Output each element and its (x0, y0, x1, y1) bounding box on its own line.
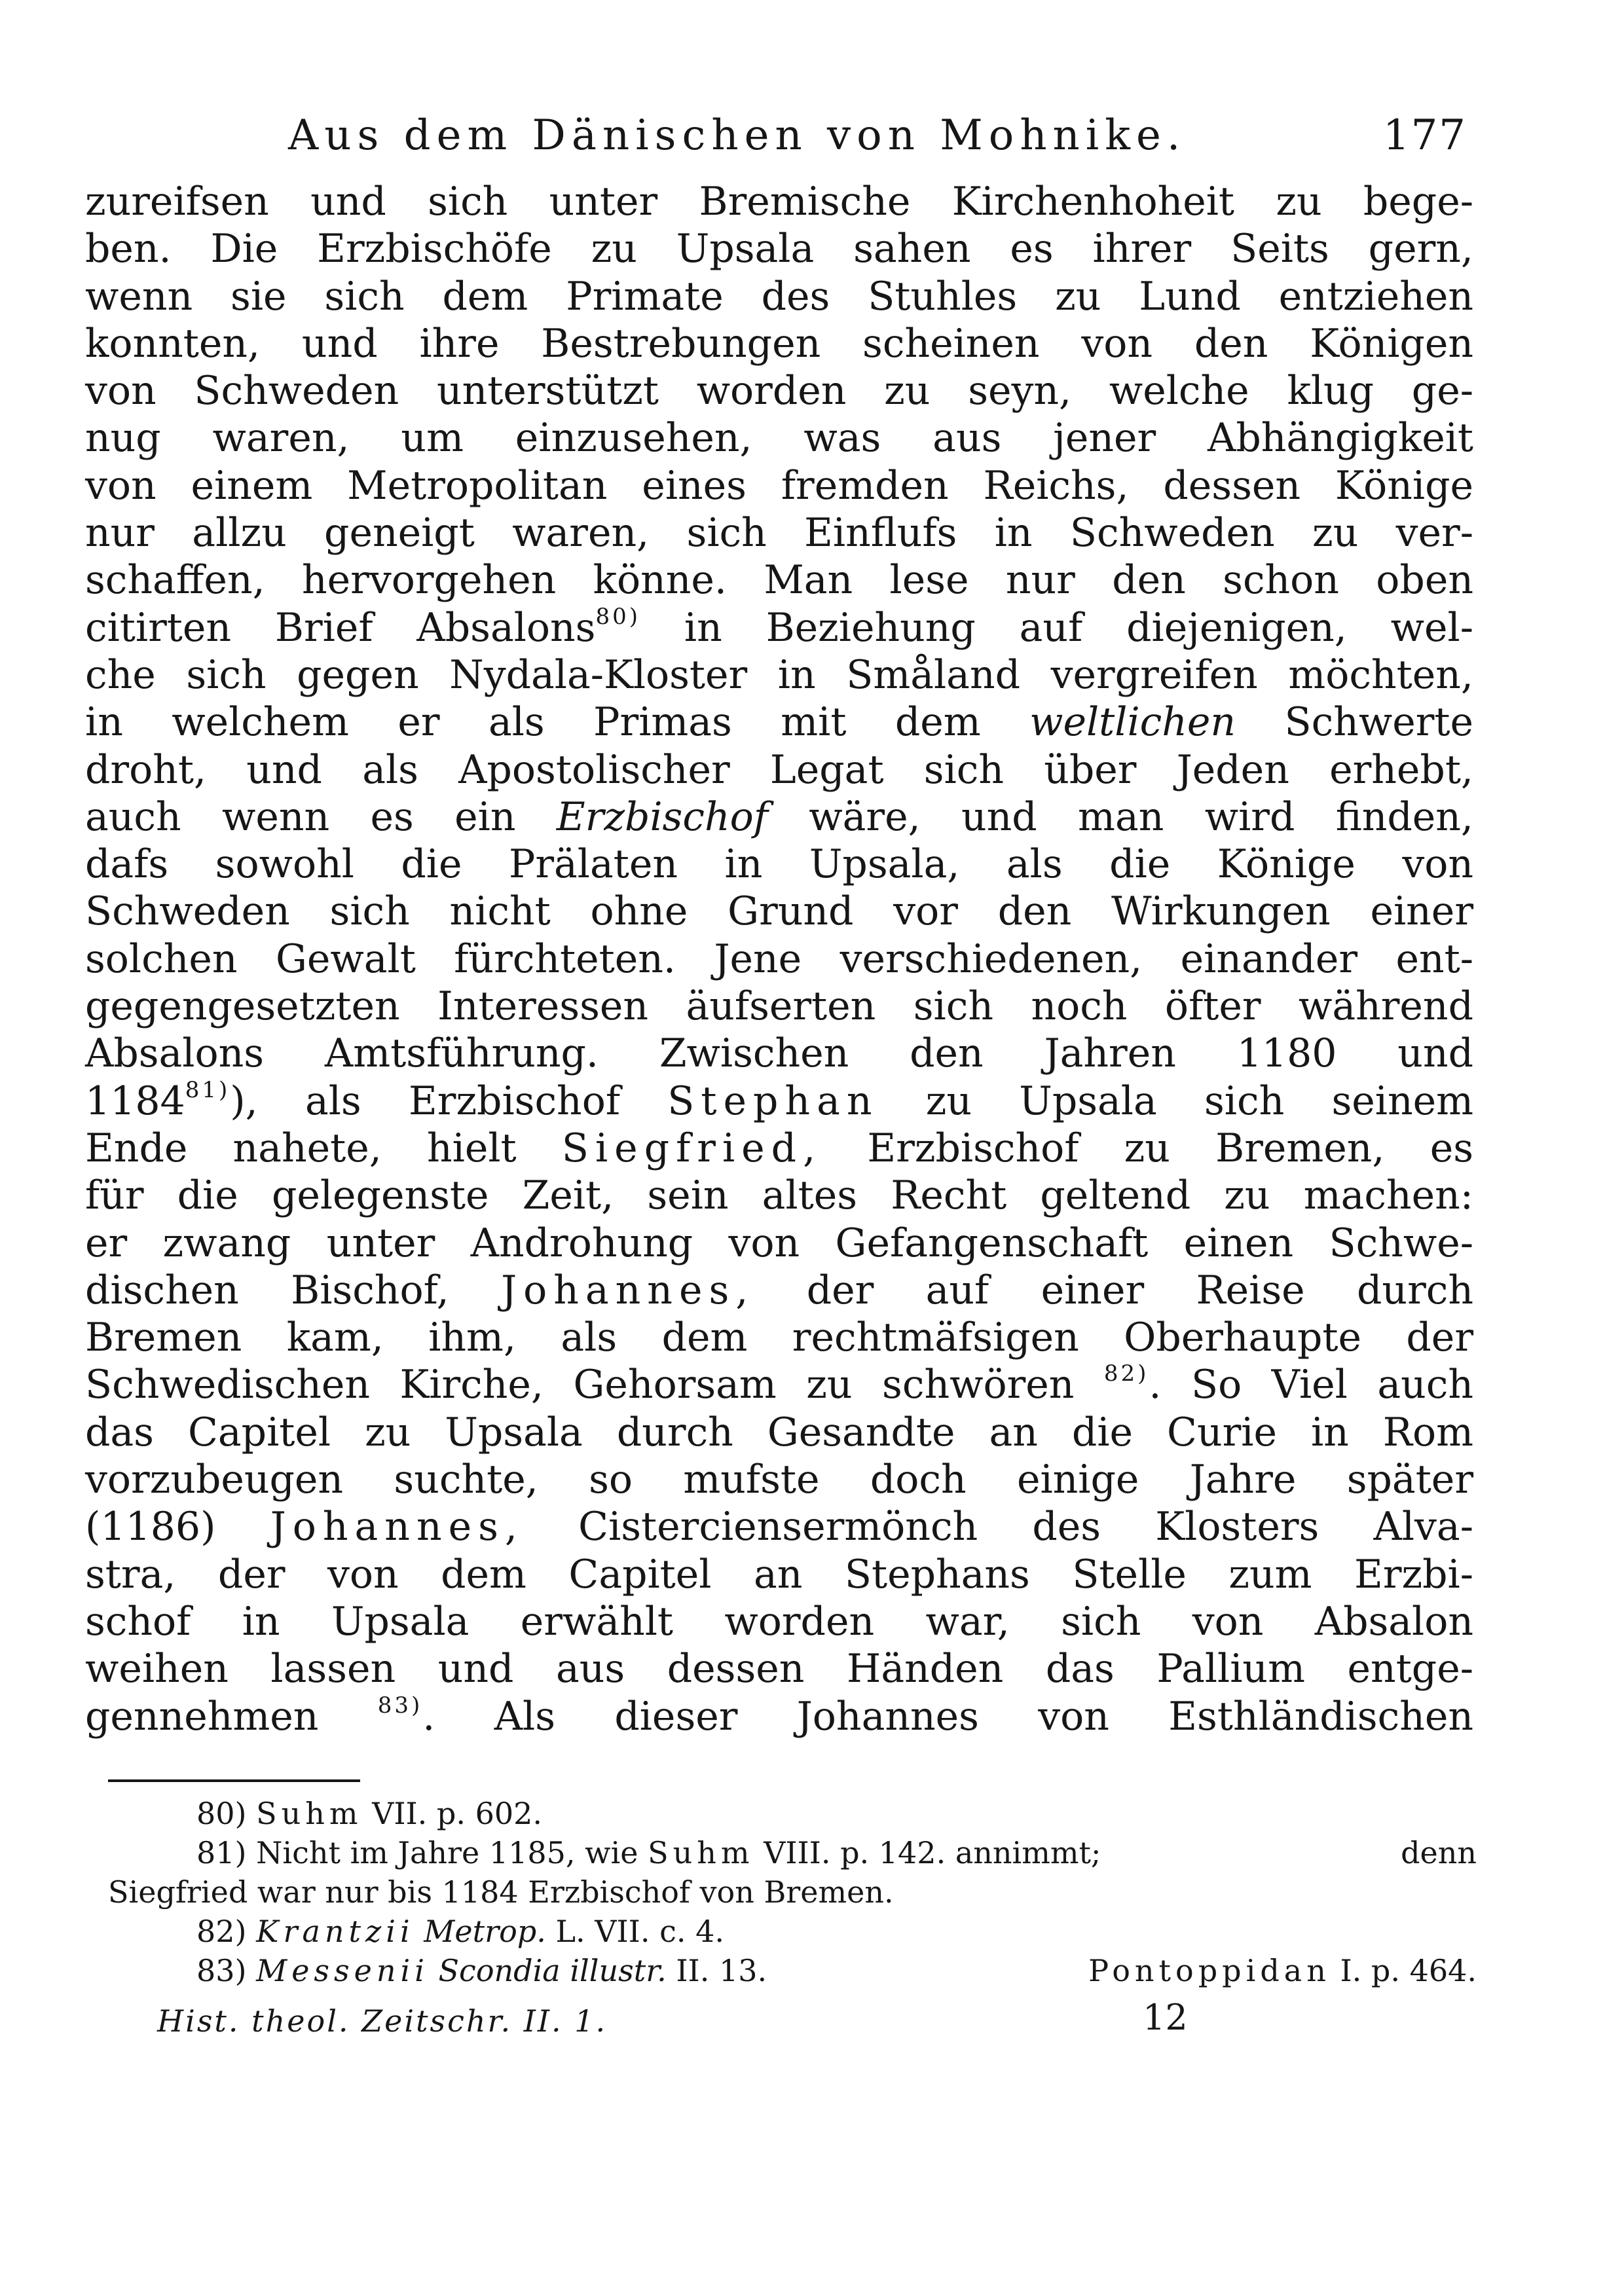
text-line: für die gelegenste Zeit, sein altes Recht geltend zu machen: (85, 1173, 1473, 1219)
text-line: von Schweden unterstützt worden zu seyn, welche klug ge- (85, 368, 1473, 414)
text-line (85, 1361, 1473, 1408)
text-line (85, 1078, 1473, 1125)
text-segment: Schwerte (1284, 699, 1473, 746)
text-segment: 1184 (85, 1078, 185, 1124)
signature-line (157, 1997, 1270, 2049)
footnote-ref-82: 82) (1103, 1360, 1149, 1387)
footnote-text: denn (1401, 1835, 1477, 1870)
footnote-number: 81) (196, 1835, 247, 1870)
footnote-number: 80) (196, 1796, 247, 1831)
footnote-81-continued: Siegfried war nur bis 1184 Erzbischof von Bremen. (108, 1874, 894, 1910)
text-line: Absalons Amtsführung. Zwischen den Jahren 1180 und (85, 1030, 1473, 1077)
footnote-83 (108, 1951, 1477, 1990)
footnote-82 (108, 1912, 1477, 1951)
text-segment: in welchem er als Primas mit dem (85, 699, 981, 746)
footnote-text-right (1088, 1951, 1477, 1990)
text-line: er zwang unter Androhung von Gefangenschaft einen Schwe- (85, 1220, 1473, 1266)
footnote-ref-81: 81) (185, 1076, 231, 1103)
text-line (85, 604, 1473, 651)
footnote-text: Nicht im Jahre 1185, wie (256, 1835, 638, 1870)
spaced-name: Johannes, (270, 1504, 524, 1550)
text-line: che sich gegen Nydala-Kloster in Småland vergreifen möchten, (85, 651, 1473, 698)
text-segment: . So Viel auch (1149, 1362, 1473, 1408)
text-line: das Capitel zu Upsala durch Gesandte an die Curie in Rom (85, 1409, 1473, 1455)
text-line: droht, und als Apostolischer Legat sich über Jeden erhebt, (85, 746, 1473, 793)
text-segment: Erzbischof zu Bremen, es (867, 1125, 1474, 1171)
text-segment: in Beziehung auf diejenigen, wel- (684, 604, 1474, 651)
footnote-80 (108, 1794, 1477, 1833)
spaced-name: Siegfried, (561, 1125, 822, 1171)
text-segment: Cisterciensermönch des Klosters Alva- (578, 1504, 1473, 1550)
footnote-author: Messenii (256, 1953, 429, 1988)
text-line: wenn sie sich dem Primate des Stuhles zu Lund entziehen (85, 273, 1473, 319)
text-line (85, 699, 1473, 746)
text-segment: Ende nahete, hielt (85, 1125, 517, 1171)
footnote-text: VII. p. 602. (372, 1796, 543, 1831)
footnote-ref-80: 80) (595, 603, 641, 630)
text-line (85, 1125, 1473, 1172)
text-line: vorzubeugen suchte, so mufste doch einige Jahre später (85, 1457, 1473, 1503)
text-line: ben. Die Erzbischöfe zu Upsala sahen es ihrer Seits gern, (85, 226, 1473, 272)
journal-signature: Hist. theol. Zeitschr. II. 1. (157, 2003, 608, 2039)
spaced-name: Stephan (667, 1078, 879, 1124)
text-line: nur allzu geneigt waren, sich Einflufs in Schweden zu ver- (85, 510, 1473, 556)
text-segment: . Als dieser Johannes von Esthländischen (422, 1693, 1473, 1740)
sheet-number: 12 (1143, 1997, 1188, 2038)
text-line (85, 793, 1473, 841)
text-line: gegengesetzten Interessen äufserten sich noch öfter während (85, 983, 1473, 1030)
text-line: nug waren, um einzusehen, was aus jener Abhängigkeit (85, 415, 1473, 462)
text-segment: dischen Bischof, (85, 1267, 449, 1313)
spaced-name: Johannes, (501, 1267, 755, 1313)
footnote-author: Suhm (648, 1835, 754, 1870)
footnote-text: VIII. p. 142. annimmt; (764, 1835, 1101, 1870)
text-segment: citirten Brief Absalons (85, 604, 596, 651)
footnote-number: 83) (196, 1953, 247, 1988)
italic-word: Erzbischof (556, 793, 768, 840)
text-segment: gennehmen (85, 1693, 319, 1740)
footnote-work: Metrop. (424, 1914, 546, 1949)
text-segment: zu Upsala sich seinem (925, 1078, 1474, 1124)
text-line: schof in Upsala erwählt worden war, sich von Absalon (85, 1598, 1473, 1645)
footnote-text: I. p. 464. (1340, 1953, 1477, 1988)
text-segment: (1186) (85, 1504, 216, 1550)
text-line: zureifsen und sich unter Bremische Kirchenhoheit zu bege- (85, 179, 1473, 225)
text-line: solchen Gewalt fürchteten. Jene verschiedenen, einander ent- (85, 936, 1473, 982)
footnote-separator (108, 1779, 360, 1782)
text-line (85, 1693, 1473, 1740)
running-title: Aus dem Dänischen von Mohnike. (288, 111, 1187, 160)
text-segment: wäre, und man wird finden, (809, 793, 1473, 840)
body-text (85, 178, 1473, 1740)
text-line: dafs sowohl die Prälaten in Upsala, als die Könige von (85, 841, 1473, 888)
text-segment: der auf einer Reise durch (806, 1267, 1473, 1313)
text-segment: auch wenn es ein (85, 793, 516, 840)
text-line (85, 1267, 1473, 1314)
text-line (85, 1503, 1473, 1550)
footnote-text: II. 13. (676, 1953, 767, 1988)
footnote-81 (108, 1833, 1477, 1872)
text-segment: ), als Erzbischof (230, 1078, 621, 1124)
page-number: 177 (1382, 111, 1467, 160)
text-line: konnten, und ihre Bestrebungen scheinen von den Königen (85, 320, 1473, 367)
text-line: stra, der von dem Capitel an Stephans Stelle zum Erzbi- (85, 1551, 1473, 1597)
footnote-author: Krantzii (256, 1914, 415, 1949)
footnote-ref-83: 83) (377, 1692, 423, 1719)
page-header (288, 111, 1467, 170)
text-line: von einem Metropolitan eines fremden Reichs, dessen Könige (85, 462, 1473, 509)
italic-word: weltlichen (1029, 699, 1236, 746)
footnote-work: Scondia illustr. (438, 1953, 667, 1988)
text-line: weihen lassen und aus dessen Händen das Pallium entge- (85, 1646, 1473, 1692)
text-segment: Schwedischen Kirche, Gehorsam zu schwören (85, 1362, 1075, 1408)
footnote-text: L. VII. c. 4. (555, 1914, 724, 1949)
text-line: schaffen, hervorgehen könne. Man lese nur den schon oben (85, 557, 1473, 604)
footnote-author: Pontoppidan (1088, 1953, 1331, 1988)
text-line: Schweden sich nicht ohne Grund vor den Wirkungen einer (85, 888, 1473, 935)
footnotes (108, 1794, 1477, 1990)
footnote-number: 82) (196, 1914, 247, 1949)
footnote-author: Suhm (256, 1796, 363, 1831)
text-line: Bremen kam, ihm, als dem rechtmäfsigen Oberhaupte der (85, 1315, 1473, 1361)
